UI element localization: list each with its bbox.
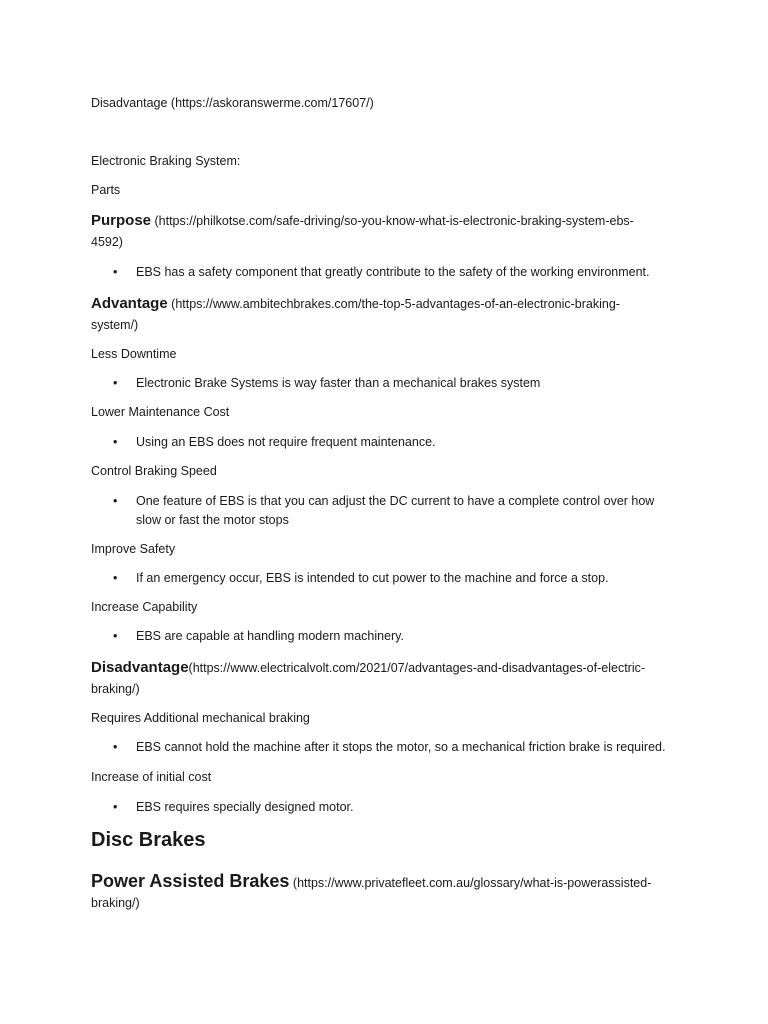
- disc-brakes-heading: Disc Brakes: [91, 829, 206, 851]
- list-item: [113, 738, 693, 757]
- disadvantage-link-line: [91, 94, 374, 112]
- increase-cost-label: Increase of initial cost: [91, 770, 212, 784]
- bullet-maintenance-text: Using an EBS does not require frequent maintenance.: [136, 435, 436, 449]
- requires-mech-label: Requires Additional mechanical braking: [91, 711, 310, 725]
- list-item: [113, 433, 693, 452]
- bullet-icon: •: [113, 265, 118, 279]
- power-assisted-link-continued[interactable]: braking/): [91, 896, 140, 910]
- bullet-requires-text: EBS cannot hold the machine after it stops the motor, so a mechanical friction brake is required.: [136, 740, 666, 754]
- disadvantage-link-continued[interactable]: braking/): [91, 682, 140, 696]
- bullet-icon: •: [113, 376, 118, 390]
- bullet-icon: •: [113, 494, 118, 508]
- list-item: [113, 627, 693, 646]
- improve-safety-label: Improve Safety: [91, 542, 176, 556]
- bullet-icon: •: [113, 571, 118, 585]
- increase-capability-label: Increase Capability: [91, 600, 198, 614]
- list-item: [113, 492, 673, 530]
- list-item: [113, 798, 693, 817]
- advantage-heading: Advantage: [91, 295, 168, 312]
- list-item: [113, 263, 693, 282]
- bullet-downtime-text: Electronic Brake Systems is way faster than a mechanical brakes system: [136, 376, 541, 390]
- bullet-icon: •: [113, 435, 118, 449]
- bullet-purpose-text: EBS has a safety component that greatly contribute to the safety of the working environment.: [136, 265, 650, 279]
- advantage-link-continued[interactable]: system/): [91, 318, 139, 332]
- power-assisted-link[interactable]: (https://www.privatefleet.com.au/glossary/what-is-powerassisted-: [289, 876, 652, 890]
- bullet-icon: •: [113, 629, 118, 643]
- advantage-link[interactable]: (https://www.ambitechbrakes.com/the-top-5-advantages-of-an-electronic-braking-: [167, 297, 620, 311]
- purpose-heading: Purpose: [91, 212, 152, 229]
- bullet-control-text: One feature of EBS is that you can adjust the DC current to have a complete control over how slow or fast the motor stops: [136, 494, 655, 527]
- ebs-title: Electronic Braking System:: [91, 154, 241, 168]
- parts-label: Parts: [91, 183, 121, 197]
- bullet-capability-text: EBS are capable at handling modern machinery.: [136, 629, 404, 643]
- list-item: [113, 569, 693, 588]
- bullet-icon: •: [113, 800, 118, 814]
- purpose-link-continued[interactable]: 4592): [91, 235, 123, 249]
- bullet-cost-text: EBS requires specially designed motor.: [136, 800, 354, 814]
- disadvantage-heading: Disadvantage: [91, 659, 189, 676]
- list-item: [113, 374, 693, 393]
- bullet-safety-text: If an emergency occur, EBS is intended to cut power to the machine and force a stop.: [136, 571, 609, 585]
- power-assisted-heading-line: [91, 872, 651, 892]
- disadvantage-heading-line: [91, 659, 645, 677]
- purpose-link[interactable]: (https://philkotse.com/safe-driving/so-you-know-what-is-electronic-braking-system-ebs-: [151, 214, 634, 228]
- lower-maintenance-label: Lower Maintenance Cost: [91, 405, 230, 419]
- less-downtime-label: Less Downtime: [91, 347, 177, 361]
- bullet-icon: •: [113, 740, 118, 754]
- advantage-heading-line: [91, 295, 620, 313]
- disadvantage-electric-link[interactable]: (https://www.electricalvolt.com/2021/07/advantages-and-disadvantages-of-electric-: [188, 661, 646, 675]
- power-assisted-heading: Power Assisted Brakes: [91, 871, 290, 891]
- control-speed-label: Control Braking Speed: [91, 464, 217, 478]
- purpose-heading-line: [91, 212, 634, 230]
- disadvantage-link-text[interactable]: Disadvantage (https://askoranswerme.com/17607/): [91, 96, 374, 110]
